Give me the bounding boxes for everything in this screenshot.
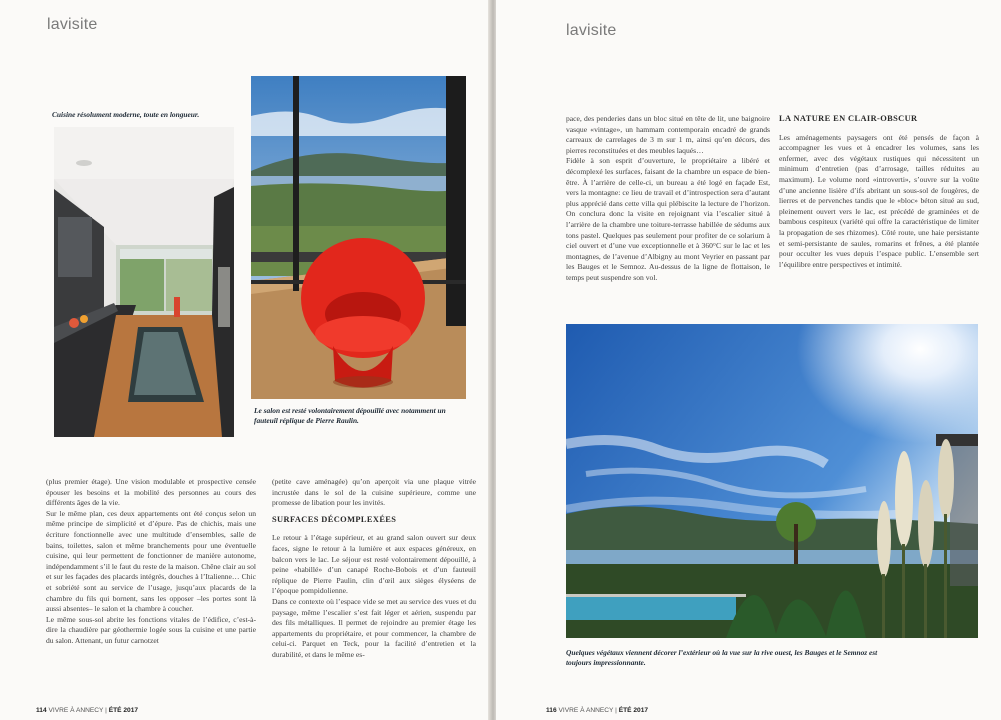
section-heading: LA NATURE EN CLAIR-OBSCUR xyxy=(779,114,918,123)
paragraph: Fidèle à son esprit d’ouverture, le propriétaire a libéré et décomplexé les surfaces, faisant de la chambre un espace de bien-être. À l’arrière de celle-ci, un bureau a été logé en façade Est, vers la montagne: ce lieu de travail et d’introspection sera d’autant plus apprécié dans cette villa qui plébiscite la lecture de l’horizon. On conclura donc la visite en rejoignant via l’escalier situé à l’arrière de la chambre une toiture-terrasse habillée de sédums aux tons pastel. Quelques pas seulement pour profiter de ce solarium à ciel ouvert et d’une vue exceptionnelle et à 360°C sur le lac et les montagnes, de l’avenue d’Albigny au mont Veyrier en passant par les Bauges et le Semnoz. Au-dessus de la ligne de flottaison, le temps peut suspendre son vol. xyxy=(566,156,770,282)
kitchen-photo xyxy=(54,127,234,437)
kitchen-illustration xyxy=(54,127,234,437)
page-number: 114 xyxy=(36,707,47,714)
paragraph: Le même sous-sol abrite les fonctions vitales de l’édifice, c’est-à-dire la chaudière par géothermie logée sous la cuisine et une partie du salon. Attenant, un futur carnotzet xyxy=(46,614,256,645)
paragraph: (plus premier étage). Une vision modulable et prospective censée épouser les besoins et la mobilité des personnes au cours des différents âges de la vie. xyxy=(46,477,256,508)
paragraph: pace, des penderies dans un bloc situé en tête de lit, une baignoire vasque «vintage», un hammam contemporain encadré de grands carreaux de carrelages de 3 m sur 1 m, ainsi qu’en décors, des pierres reconstituées et des meubles laqués… xyxy=(566,114,770,155)
issue: ÉTÉ 2017 xyxy=(618,707,649,714)
garden-photo xyxy=(566,324,978,638)
chair-caption: Le salon est resté volontairement dépouillé avec notamment un fauteuil réplique de Pierre Raulin. xyxy=(254,406,446,425)
paragraph: (petite cave aménagée) qu’on aperçoit via une plaque vitrée incrustée dans le sol de la cuisine supérieure, comme une promesse de libation pour les invités. xyxy=(272,477,476,508)
left-page xyxy=(0,0,491,720)
garden-illustration xyxy=(566,324,978,638)
left-column-1 xyxy=(46,477,256,647)
chair-photo xyxy=(251,76,466,399)
paragraph: Le retour à l’étage supérieur, et au grand salon ouvert sur deux faces, signe le retour à la lumière et aux espaces généreux, en balcon vers le lac. Le séjour est resté volontairement dépouillé, à peine «habillé» d’un canapé Roche-Bobois et d’un fauteuil réplique de Pierre Paulin, clin d’œil aux sièges élyséens de l’époque pompidolienne. xyxy=(272,533,476,596)
chair-illustration xyxy=(251,76,466,399)
paragraph: Les aménagements paysagers ont été pensés de façon à accompagner les vues et à encadrer les volumes, sans les enfermer, avec des végétaux rustiques qui nécessitent un minimum d’entretien (pas d’arrosage, tailles réduites au maximum). Le volume nord «introverti», s’ouvre sur la voûte d’une ancienne lisière d’ifs abritant un sous-sol de fougères, de lierres et de pervenches tandis que le «bloc» béton situé au sud, pleinement ouvert vers le lac, est précédé de graminées et de bambous cespiteux (variété qui offre la caractéristique de limiter la propagation de ses rhizomes). Côté route, une haie persistante et semi-persistante de saules, romarins et frênes, a été plantée pour occulter les vues depuis l’espace public. L’ensemble sert l’équilibre entre perspectives et intimité. xyxy=(779,132,979,269)
section-heading: SURFACES DÉCOMPLEXÉES xyxy=(272,514,397,524)
paragraph: Sur le même plan, ces deux appartements ont été conçus selon un même principe de simplicité et d’épure. Pas de chichis, mais une écriture fonctionnelle avec une multitude d’ensembles, salle de bains, toilettes, salon et même branchements pour une éventuelle cuisine, qui leur permettent de fonctionner de manière autonome, indépendamment s’il le faut du reste de la maison. Chêne clair au sol et sur les façades des placards intégrés, douches à l’Italienne… Chic et sobriété sont au service de l’usage, jusqu’aux placards de la chambre du fils qui bornent, sans les opposer –les portes sont là aussi absentes– le salon et la chambre à coucher. xyxy=(46,508,256,614)
paragraph: Dans ce contexte où l’espace vide se met au service des vues et du paysage, même l’escalier s’est fait léger et aérien, suspendu par des fils métalliques. Il permet de rejoindre au premier étage les appartements du propriétaire, et pour commencer, la chambre de celui-ci. Parquet en Teck, pour la facilité d’entretien et la durabilité, et dans le même es- xyxy=(272,596,476,659)
page-folio: 116 VIVRE À ANNECY | ÉTÉ 2017 xyxy=(546,707,649,714)
page-number: 116 xyxy=(546,707,557,714)
kitchen-caption: Cuisine résolument moderne, toute en longueur. xyxy=(52,110,200,119)
magazine-name: VIVRE À ANNECY xyxy=(558,707,614,714)
section-title: lavisite xyxy=(566,22,617,39)
page-folio: 114 VIVRE À ANNECY | ÉTÉ 2017 xyxy=(36,707,139,714)
left-column-2 xyxy=(272,477,476,661)
garden-caption: Quelques végétaux viennent décorer l’extérieur où la vue sur la rive ouest, les Bauges et le Semnoz est toujours impressionnante. xyxy=(566,648,878,667)
right-column-1 xyxy=(566,114,770,284)
section-title: lavisite xyxy=(47,16,98,33)
magazine-name: VIVRE À ANNECY xyxy=(48,707,104,714)
right-page xyxy=(496,0,1001,720)
issue: ÉTÉ 2017 xyxy=(108,707,139,714)
right-column-2 xyxy=(779,114,979,270)
